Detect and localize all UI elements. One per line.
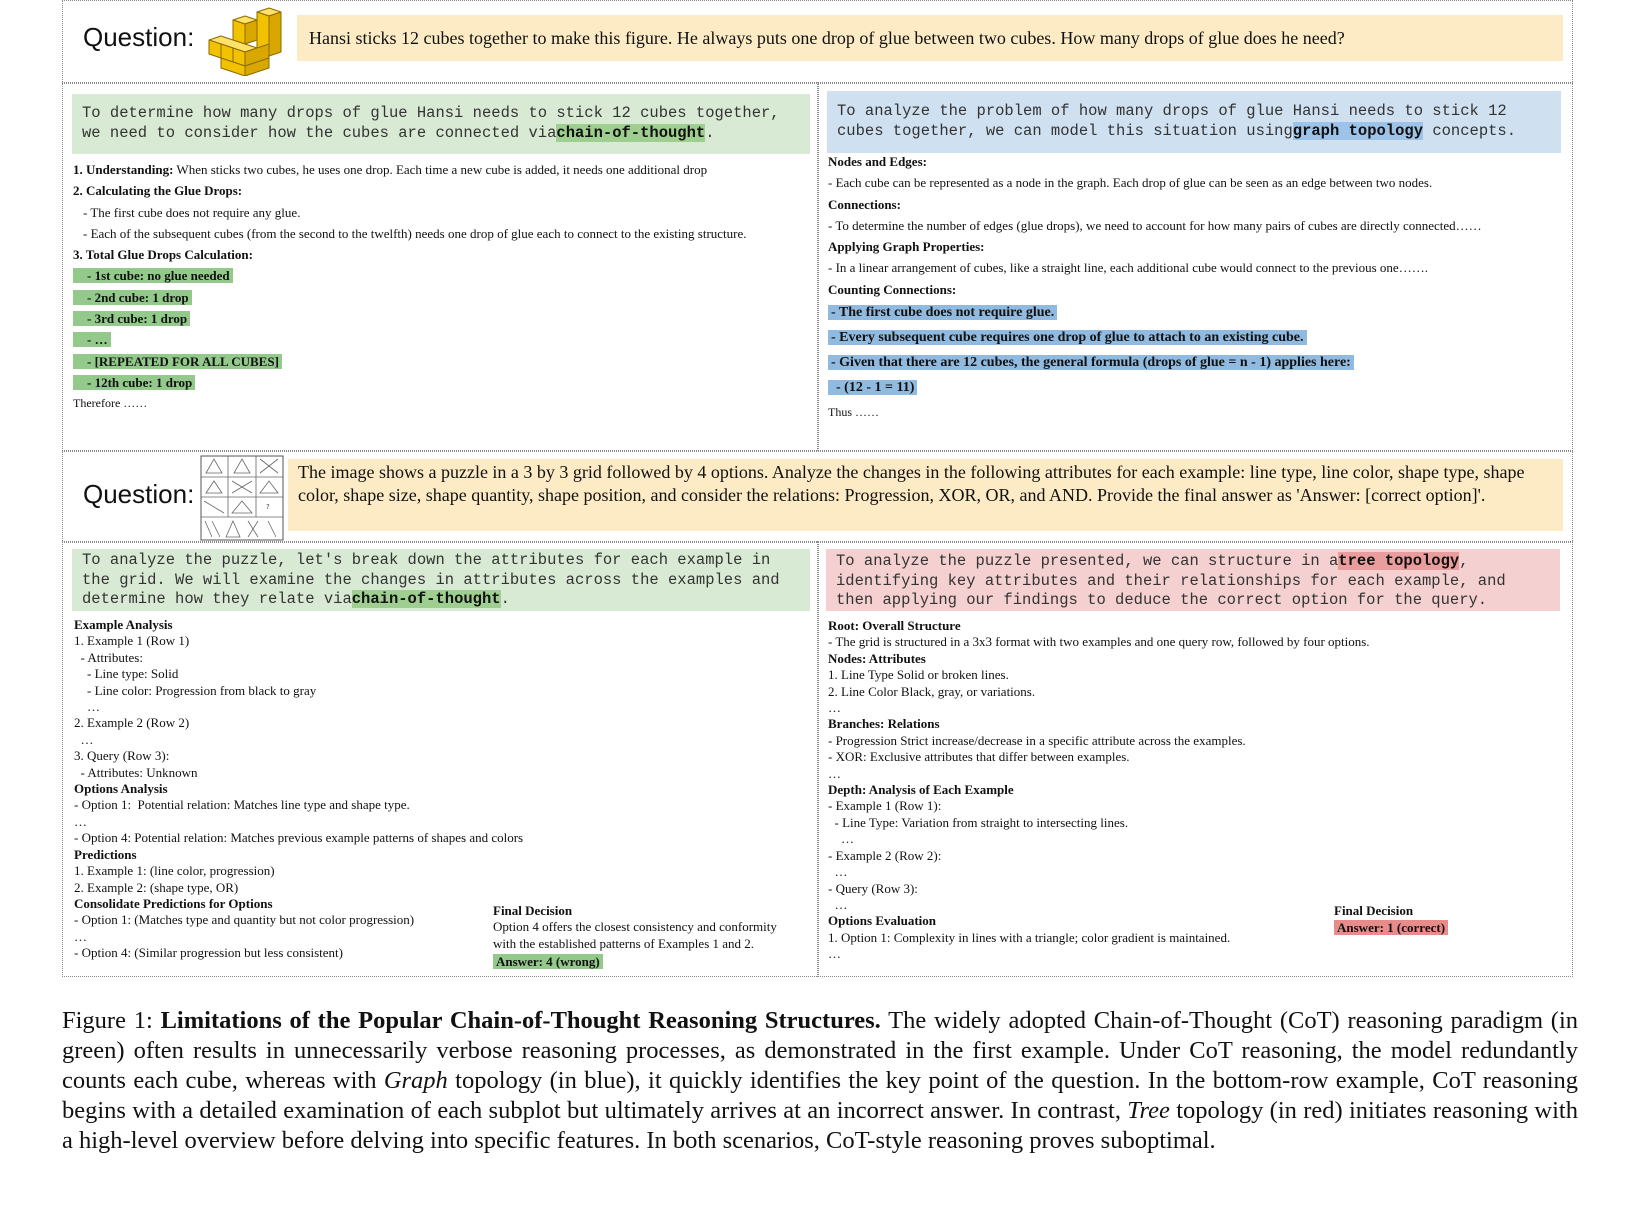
puzzle-grid-icon bbox=[200, 455, 284, 541]
tree-2-line: - Example 1 (Row 1): bbox=[828, 798, 942, 814]
tree-2-line: - Query (Row 3): bbox=[828, 880, 918, 896]
tree-2-line: - The grid is structured in a 3x3 format with two examples and one query row, followed by four options. bbox=[828, 634, 1370, 650]
tree-2-keyword: tree topology bbox=[1338, 552, 1460, 570]
cot-2-line: - Option 1: Potential relation: Matches line type and shape type. bbox=[74, 797, 410, 813]
cot-2-line: … bbox=[74, 731, 94, 747]
cot-2-intro: To analyze the puzzle, let's break down the attributes for each example in the grid. We will examine the changes in attributes across the examples and determine how they relate viachain-of-thought. bbox=[72, 549, 810, 611]
tree-2-line: - Line Type: Variation from straight to intersecting lines. bbox=[828, 814, 1129, 830]
cot-2-line: - Option 4: Potential relation: Matches previous example patterns of shapes and colors bbox=[74, 830, 524, 846]
cot-2-line: 3. Query (Row 3): bbox=[74, 748, 170, 764]
cot-2-answer: Answer: 4 (wrong) bbox=[493, 954, 603, 969]
graph-1-body: Nodes and Edges: - Each cube can be represented as a node in the graph. Each drop of glue can be seen as an edge between two nodes. Connections: - To determine the number of edges (glue drops), we need to account for how many pairs of cubes are directly connected…… Applying Graph Properties: - In a linear arrangement of cubes, like a straight line, each additional cube would connect to the previous one……. Counting Connections: - The first cube does not require glue. - Every subsequent cube requires one drop of glue to attach to an existing cube. - Given that there are 12 cubes, the general formula (drops of glue = n - 1) applies here: - (12 - 1 = 11) Thus …… bbox=[828, 154, 1482, 420]
question-1-label: Question: bbox=[83, 22, 195, 52]
tree-2-line: … bbox=[828, 946, 841, 962]
cot-2-line: - Option 4: (Similar progression but less consistent) bbox=[74, 945, 344, 961]
tree-2-line: - Example 2 (Row 2): bbox=[828, 847, 942, 863]
tree-2-line: Nodes: Attributes bbox=[828, 650, 926, 666]
cot-2-line: Example Analysis bbox=[74, 617, 173, 632]
tree-2-line: … bbox=[828, 864, 848, 880]
cot-2-line: 2. Example 2: (shape type, OR) bbox=[74, 879, 239, 895]
cot-2-body bbox=[74, 617, 554, 962]
tree-2-line: … bbox=[828, 765, 841, 781]
tree-2-line: … bbox=[828, 700, 841, 716]
tree-2-line: - XOR: Exclusive attributes that differ between examples. bbox=[828, 749, 1130, 765]
tree-2-line: 1. Option 1: Complexity in lines with a triangle; color gradient is maintained. bbox=[828, 929, 1231, 945]
cot-2-line: Options Analysis bbox=[74, 781, 168, 797]
cot-2-line: - Attributes: Unknown bbox=[74, 764, 198, 780]
cot-2-line: - Line type: Solid bbox=[74, 666, 179, 682]
tree-2-line: 2. Line Color Black, gray, or variations. bbox=[828, 683, 1036, 699]
cot-2-keyword: chain-of-thought bbox=[351, 590, 501, 608]
cot-2-line: - Attributes: bbox=[74, 649, 143, 665]
cot-2-final-decision: Final Decision Option 4 offers the closest consistency and conformity with the established patterns of Examples 1 and 2. Answer: 4 (wrong) bbox=[493, 903, 777, 970]
tree-2-line: … bbox=[828, 831, 854, 847]
question-1-text: Hansi sticks 12 cubes together to make this figure. He always puts one drop of glue between two cubes. How many drops of glue does he need? bbox=[297, 15, 1563, 61]
cube-figure-icon bbox=[205, 6, 283, 76]
cot-1-intro: To determine how many drops of glue Hansi needs to stick 12 cubes together, we need to consider how the cubes are connected viachain-of-thought. bbox=[72, 94, 810, 154]
cot-1-keyword: chain-of-thought bbox=[556, 124, 706, 142]
cot-2-line: … bbox=[74, 928, 87, 944]
svg-text:?: ? bbox=[266, 503, 270, 511]
question-2-label: Question: bbox=[83, 479, 195, 509]
cot-2-line: … bbox=[74, 699, 100, 715]
tree-2-line: Root: Overall Structure bbox=[828, 618, 961, 633]
tree-2-line: Options Evaluation bbox=[828, 913, 937, 929]
tree-2-line: Branches: Relations bbox=[828, 716, 940, 732]
tree-2-body bbox=[828, 618, 1388, 963]
tree-2-answer: Answer: 1 (correct) bbox=[1334, 920, 1448, 935]
tree-2-line: - Progression Strict increase/decrease in a specific attribute across the examples. bbox=[828, 732, 1246, 748]
question-2-text: The image shows a puzzle in a 3 by 3 grid followed by 4 options. Analyze the changes in the following attributes for each example: line type, line color, shape type, shape color, shape size, shape quantity, shape position, and consider the relations: Progression, XOR, OR, and AND. Provide the final answer as 'Answer: [correct option]'. bbox=[288, 459, 1563, 531]
graph-1-intro: To analyze the problem of how many drops of glue Hansi needs to stick 12 cubes together, we can model this situation usinggraph topology concepts. bbox=[827, 91, 1561, 153]
cot-2-line: 2. Example 2 (Row 2) bbox=[74, 715, 190, 731]
cot-2-line: 1. Example 1 (Row 1) bbox=[74, 633, 190, 649]
figure-caption: Figure 1: Limitations of the Popular Chain-of-Thought Reasoning Structures. The widely adopted Chain-of-Thought (CoT) reasoning paradigm (in green) often results in unnecessarily verbose reasoning processes, as demonstrated in the first example. Under CoT reasoning, the model redundantly counts each cube, whereas with Graph topology (in blue), it quickly identifies the key point of the question. In the bottom-row example, CoT reasoning begins with a detailed examination of each subplot but ultimately arrives at an incorrect answer. In contrast, Tree topology (in red) initiates reasoning with a high-level overview before delving into specific features. In both scenarios, CoT-style reasoning proves suboptimal. bbox=[62, 1007, 1578, 1154]
graph-1-keyword: graph topology bbox=[1292, 122, 1424, 140]
tree-2-intro: To analyze the puzzle presented, we can structure in atree topology, identifying key attributes and their relationships for each example, and then applying our findings to deduce the correct option for the query. bbox=[826, 549, 1560, 611]
cot-2-line: … bbox=[74, 813, 87, 829]
tree-2-final-decision: Final Decision Answer: 1 (correct) bbox=[1334, 903, 1534, 937]
tree-2-line: … bbox=[828, 896, 848, 912]
cot-2-line: Consolidate Predictions for Options bbox=[74, 895, 273, 911]
cot-2-line: 1. Example 1: (line color, progression) bbox=[74, 863, 275, 879]
tree-2-line: 1. Line Type Solid or broken lines. bbox=[828, 667, 1009, 683]
cot-2-line: Predictions bbox=[74, 846, 137, 862]
tree-2-line: Depth: Analysis of Each Example bbox=[828, 782, 1014, 798]
cot-1-body: 1. Understanding: When sticks two cubes, he uses one drop. Each time a new cube is added, it needs one additional drop 2. Calculating the Glue Drops: - The first cube does not require any glue. - Each of the subsequent cubes (from the second to the twelfth) needs one drop of glue each to connect to the existing structure. 3. Total Glue Drops Calculation: - 1st cube: no glue needed - 2nd cube: 1 drop - 3rd cube: 1 drop - … - [REPEATED FOR ALL CUBES] - 12th cube: 1 drop Therefore …… bbox=[73, 162, 747, 411]
cot-2-line: - Option 1: (Matches type and quantity but not color progression) bbox=[74, 912, 415, 928]
cot-2-line: - Line color: Progression from black to gray bbox=[74, 682, 317, 698]
